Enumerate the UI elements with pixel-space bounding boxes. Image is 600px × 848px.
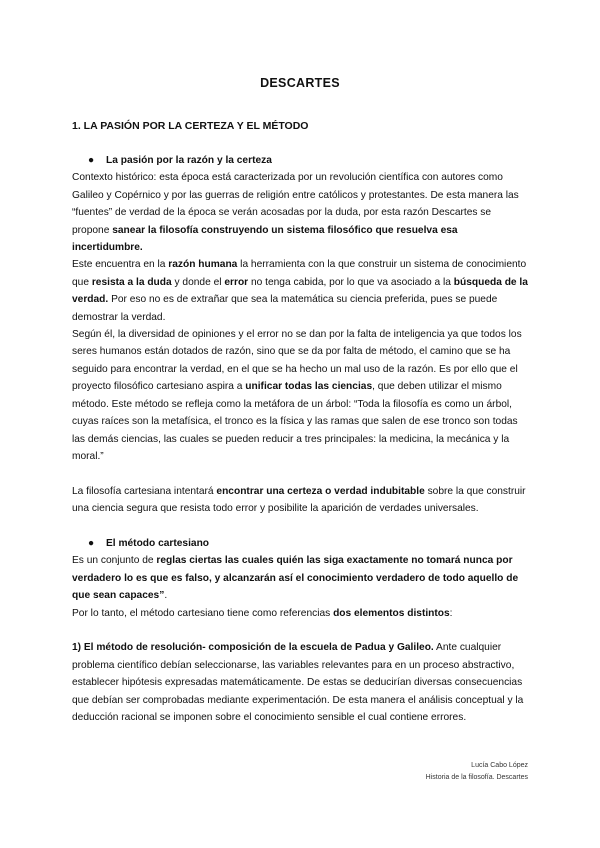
footer-subject: Historia de la filosofía. Descartes xyxy=(425,774,528,781)
section-heading: 1. LA PASIÓN POR LA CERTEZA Y EL MÉTODO xyxy=(72,120,309,132)
paragraph-certainty: La filosofía cartesiana intentará encontrar una certeza o verdad indubitable sobre la que construir una ciencia segura que resista todo error y posibilite la aparición de verdades universales. xyxy=(72,485,526,515)
bullet-icon: ● xyxy=(88,155,95,166)
footer-author: Lucía Cabo López xyxy=(471,762,528,769)
footer xyxy=(426,760,528,784)
paragraph-method: Según él, la diversidad de opiniones y el error no se dan por la falta de inteligencia ya que todos los seres humanos están dotados de razón, sino que se da por falta de método, el camino que se ha seguido para encontrar la verdad, en el que se ha hecho un mal uso de la razón. Es por ello que el proyecto filosófico cartesiano aspira a unificar todas las ciencias, que deben utilizar el mismo método. Este método se refleja como la metáfora de un árbol: “Toda la filosofía es como un árbol, cuyas raíces son la metafísica, el tronco es la física y las ramas que salen de ese tronco son todas las demás ciencias, las cuales se pueden reducir a tres principales: la medicina, la mecánica y la moral.” xyxy=(72,329,522,462)
bullet-icon: ● xyxy=(88,537,95,549)
bullet-heading-2: ● El método cartesiano xyxy=(72,535,530,552)
paragraph-context: Contexto histórico: esta época está caracterizada por un revolución científica con autores como Galileo y Copérnico y por las guerras de religión entre católicos y protestantes. De esta manera las “fuentes” de verdad de la época se verán acosadas por la duda, por esta razón Descartes se propone sanear la filosofía construyendo un sistema filosófico que resuelva esa incertidumbre. xyxy=(72,172,519,254)
paragraph-padua: 1) El método de resolución- composición de la escuela de Padua y Galileo. Ante cualquier problema científico debían seleccionarse, las variables relevantes para en un proceso abstractivo, establecer hipótesis expresadas matemáticamente. De estas se deducirían diversas consecuencias que debían ser comprobadas mediante experimentación. De esta manera el análisis conceptual y la deducción racional se imponen sobre el conocimiento sensible el cual contiene errores. xyxy=(72,642,524,723)
bullet-heading-1: ● La pasión por la razón y la certeza xyxy=(72,152,530,169)
document-body xyxy=(72,152,530,726)
document-title: DESCARTES xyxy=(260,76,340,90)
paragraph-reason: Este encuentra en la razón humana la herramienta con la que construir un sistema de conocimiento que resista a la duda y donde el error no tenga cabida, por lo que va asociado a la búsqueda de la verdad. Por eso no es de extrañar que sea la matemática su ciencia preferida, pues se puede demostrar la verdad. xyxy=(72,259,528,323)
paragraph-references: Por lo tanto, el método cartesiano tiene como referencias dos elementos distintos: xyxy=(72,607,453,619)
paragraph-rules: Es un conjunto de reglas ciertas las cuales quién las siga exactamente no tomará nunca por verdadero lo es que es falso, y alcanzarán así el conocimiento verdadero de todo aquello de que sean capaces”. xyxy=(72,555,519,602)
